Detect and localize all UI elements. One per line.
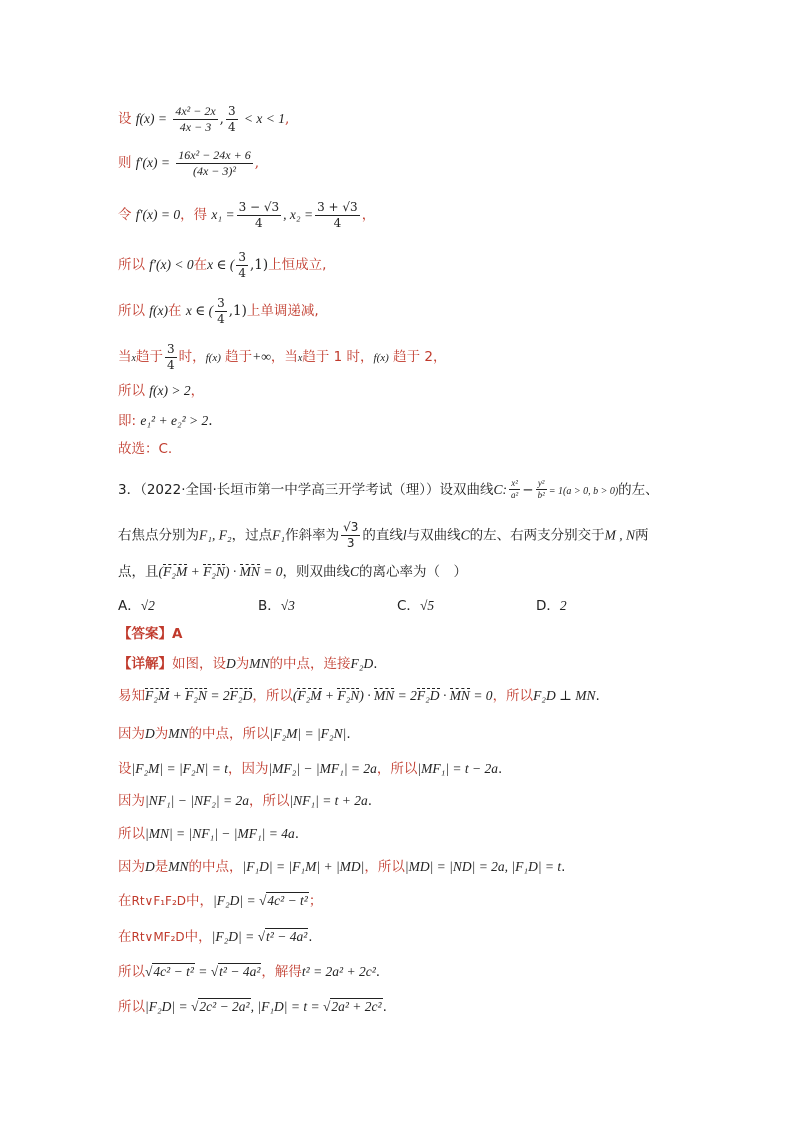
solution-step-5: 所以|MN| = |NF₁| − |MF₁| = 4a. xyxy=(118,826,300,842)
solution-line-6: 当x趋于 $\frac{3}{4}$ 时，f(x) 趋于+∞，当x趋于 1 时，f(x) 趋于 2， xyxy=(118,342,447,372)
sqrt: √2a² + 2c² xyxy=(322,999,382,1014)
math: x₁ = xyxy=(211,207,235,222)
fraction: $\frac{3}{4}$ xyxy=(217,296,225,326)
solution-step-2: 因为D为MN的中点，所以|F₂M| = |F₂N|. xyxy=(118,726,351,742)
solution-step-6: 因为D是MN的中点，|F₁D| = |F₁M| + |MD|，所以|MD| = |ND| = 2a, |F₁D| = t. xyxy=(118,859,566,875)
option-c[interactable]: C．√5 xyxy=(397,598,435,614)
fraction: $\frac{3}{4}$ xyxy=(238,250,246,280)
solution-line-7: 所以 f(x) > 2， xyxy=(118,383,205,399)
question-3-line-2: 右焦点分别为F₁, F₂，过点F₁作斜率为 $\frac{√3}{3}$ 的直线l与双曲线C的左、右两支分别交于M , N两 xyxy=(118,520,649,550)
solution-line-2: 则 f′(x) = $\frac{\text{16x² − 24x + 6}}{\text{(4x − 3)²}}$ , xyxy=(118,148,260,178)
solution-step-3: 设|F₂M| = |F₂N| = t，因为|MF₂| − |MF₁| = 2a，所以|MF₁| = t − 2a. xyxy=(118,761,503,777)
text: 令 xyxy=(118,207,132,223)
solution-line-1: 设 f(x) = $\frac{\text{4x² − 2x}}{4x - 3}$ , $\frac{3}{4}$ < x < 1, xyxy=(118,104,290,134)
solution-step-7: 在Rt∨F₁F₂D中，|F₂D| = √4c² − t²； xyxy=(118,893,323,909)
sqrt: √4c² − t² xyxy=(145,964,194,979)
fraction: $\frac{\text{4x² − 2x}}{4x - 3}$ xyxy=(175,104,216,134)
solution-line-4: 所以 f′(x) < 0在x ∈ ( $\frac{3}{4}$ ,1)上恒成立, xyxy=(118,250,327,280)
question-3-line-3: 点，且(F₂M + F₂N) · MN = 0，则双曲线C的离心率为（ ） xyxy=(118,564,468,580)
fraction: $\frac{3 - √3}{4}$ xyxy=(238,200,280,230)
question-3-line-1: 3．（2022·全国·长垣市第一中学高三开学考试（理））设双曲线C: $\frac{\text{x²}}{\text{a²}}$ − $\frac{\text{y²}}{\text{b²}}$ = 1(a > 0, b > 0)的左、 xyxy=(118,478,659,501)
solution-line-3: 令 f′(x) = 0，得 x₁ = $\frac{3 - √3}{4}$ , x₂ = $\frac{3 + √3}{4}$ ， xyxy=(118,200,376,230)
detail-line: 【详解】如图，设D为MN的中点，连接F₂D. xyxy=(118,656,378,672)
question-source: （2022·全国·长垣市第一中学高三开学考试（理）） xyxy=(140,481,440,498)
fraction: $\frac{\text{x²}}{\text{a²}}$ xyxy=(511,478,519,501)
math: f′(x) = 0 xyxy=(135,207,181,222)
solution-step-1: 易知F₂M + F₂N = 2F₂D，所以(F₂M + F₂N) · MN = 2F₂D · MN = 0，所以F₂D ⊥ MN. xyxy=(118,688,600,704)
option-d[interactable]: D．2 xyxy=(536,598,567,614)
solution-line-8: 即: e₁² + e₂² > 2. xyxy=(118,413,213,429)
sqrt: √2c² − 2a² xyxy=(190,999,250,1014)
text: 设 xyxy=(118,111,132,127)
sqrt: √t² − 4a² xyxy=(257,929,308,944)
math: < x < 1 xyxy=(243,111,285,126)
fraction: $\frac{√3}{3}$ xyxy=(343,520,359,550)
detail-tag: 【详解】 xyxy=(118,656,172,672)
answer-tag: 【答案】 xyxy=(118,626,172,642)
sqrt: √4c² − t² xyxy=(258,893,308,908)
sqrt: √t² − 4a² xyxy=(210,964,261,979)
question-number: 3． xyxy=(118,481,141,498)
solution-line-5: 所以 f(x)在 x ∈ ( $\frac{3}{4}$ ,1)上单调递减, xyxy=(118,296,319,326)
fraction: $\frac{3}{4}$ xyxy=(166,342,175,372)
fraction: $\frac{\text{y²}}{\text{b²}}$ xyxy=(537,478,545,501)
text: 则 xyxy=(118,155,132,171)
solution-step-10: 所以|F₂D| = √2c² − 2a², |F₁D| = t = √2a² + 2c². xyxy=(118,999,387,1015)
math: f′(x) = xyxy=(135,155,170,170)
math: f(x) = xyxy=(135,111,168,126)
solution-line-9: 故选：C. xyxy=(118,441,173,457)
fraction: $\frac{\text{16x² − 24x + 6}}{\text{(4x − 3)²}}$ xyxy=(178,148,251,178)
solution-step-4: 因为|NF₁| − |NF₂| = 2a，所以|NF₁| = t + 2a. xyxy=(118,793,373,809)
fraction: $\frac{3}{4}$ xyxy=(227,104,236,134)
option-b[interactable]: B．√3 xyxy=(258,598,295,614)
solution-step-8: 在Rt∨MF₂D中，|F₂D| = √t² − 4a². xyxy=(118,929,313,945)
answer-line xyxy=(118,626,684,642)
answer-value: A xyxy=(172,626,183,642)
solution-step-9: 所以√4c² − t² = √t² − 4a²，解得t² = 2a² + 2c². xyxy=(118,964,381,980)
fraction: $\frac{3 + √3}{4}$ xyxy=(317,200,358,230)
option-a[interactable]: A．√2 xyxy=(118,598,155,614)
